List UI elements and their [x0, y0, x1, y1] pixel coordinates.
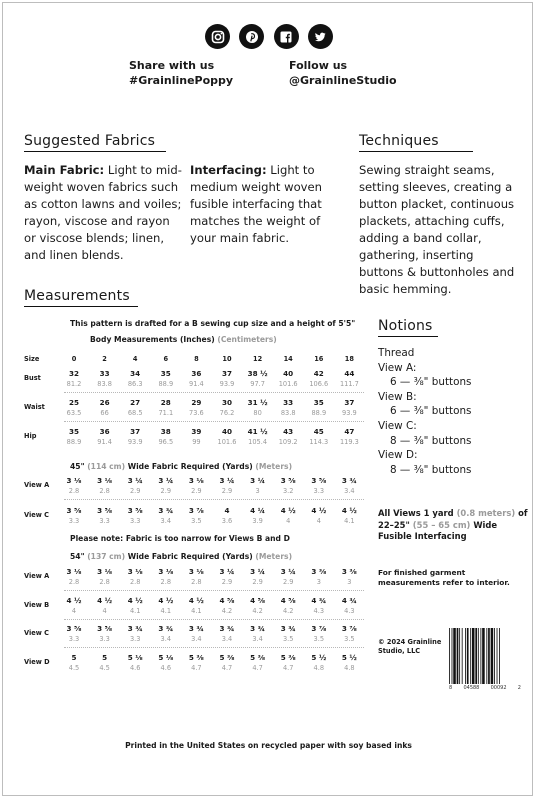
cell-value: 3 ⅝ [66, 624, 82, 633]
cell-metric: 3.2 [282, 487, 294, 495]
cell-metric: 3.3 [68, 635, 80, 643]
cell-metric: 3.6 [221, 517, 233, 525]
cell-metric: 2.8 [99, 487, 110, 495]
barcode-bar [472, 628, 475, 684]
yard45-label: Wide Fabric Required (Yards) [127, 462, 253, 471]
cell-value: 32 [68, 369, 79, 378]
cell-value: 5 [102, 652, 108, 662]
cell-value: 4 ½ [66, 595, 82, 605]
cell-metric: 2.9 [129, 487, 141, 495]
cell-metric: 3.3 [313, 487, 325, 495]
row-label: Bust [24, 374, 41, 382]
row-divider [64, 619, 364, 620]
cell-metric: 3.5 [344, 635, 355, 643]
share-block [129, 58, 233, 88]
cell-metric: 3.4 [191, 635, 202, 643]
techniques-title: Techniques [359, 133, 473, 152]
techniques-text: Sewing straight seams, setting sleeves, creating a button placket, continuous plackets, attaching cuffs, adding a band collar, gathering, inserting buttons & buttonholes and basic hemming. [359, 163, 515, 296]
suggested-fabrics-title: Suggested Fabrics [24, 133, 166, 152]
cell-metric: 68.5 [127, 409, 143, 417]
interfacing-width-cm: (55 – 65 cm) [412, 519, 471, 530]
cell-value: 44 [344, 369, 355, 378]
barcode-bar [457, 628, 459, 684]
cell-value: 4 [224, 506, 230, 515]
cell-metric: 2.8 [160, 578, 172, 586]
measurements-intro: This pattern is drafted for a B sewing cup size and a height of 5'5" [70, 319, 356, 328]
cell-metric: 2.9 [221, 578, 233, 586]
size-14: 14 [283, 355, 293, 363]
cell-metric: 4.2 [282, 606, 294, 615]
cell-value: 3 ¼ [219, 476, 235, 485]
cell-metric: 114.3 [309, 438, 329, 446]
interfacing-requirement [378, 508, 528, 543]
cell-value: 3 ⅛ [66, 567, 82, 576]
follow-heading: Follow us [289, 59, 348, 72]
row-divider [64, 647, 364, 648]
row-label: Waist [24, 403, 45, 411]
yard45-width-cm: (114 cm) [87, 462, 126, 471]
notion-item: View C: [378, 419, 417, 432]
cell-metric: 93.9 [219, 380, 235, 388]
barcode-bar [470, 628, 471, 684]
cell-value: 3 ⅞ [188, 506, 204, 515]
cell-metric: 109.2 [278, 438, 298, 446]
cell-value: 39 [191, 427, 202, 436]
notion-item: Thread [378, 347, 415, 359]
interfacing-desc: Light to medium weight woven fusible interfacing that matches the weight of your main fabric. [190, 163, 323, 245]
cell-metric: 3.4 [252, 635, 263, 643]
cell-metric: 80 [253, 409, 262, 417]
cell-value: 5 ⅜ [188, 652, 204, 662]
yard45-label-m: (Meters) [255, 462, 293, 471]
instagram-icon[interactable] [205, 24, 230, 49]
cell-metric: 2.8 [68, 578, 80, 586]
cell-value: 35 [313, 398, 324, 407]
cell-value: 5 ½ [341, 652, 357, 662]
row-divider [64, 590, 364, 591]
barcode-bar [497, 628, 498, 684]
barcode-bar [467, 628, 469, 684]
cell-metric: 4.5 [99, 663, 110, 672]
body-title-cm: (Centimeters) [217, 335, 277, 344]
cell-metric: 4 [316, 517, 321, 525]
body-title-inches: Body Measurements (Inches) [90, 335, 215, 344]
cell-value: 5 [71, 652, 77, 662]
row-divider [64, 499, 364, 500]
cell-value: 5 ½ [311, 652, 327, 662]
notion-item: View D: [378, 449, 418, 462]
facebook-icon[interactable] [274, 24, 299, 49]
cell-value: 41 ½ [247, 427, 268, 436]
barcode-bar [491, 628, 494, 684]
size-4: 4 [132, 355, 138, 363]
interfacing-type: Wide Fusible Interfacing [378, 519, 498, 542]
cell-value: 37 [221, 369, 232, 378]
cell-metric: 99 [192, 438, 201, 446]
notion-item: 8 — ⅜" buttons [390, 463, 472, 476]
cell-value: 3 ¼ [280, 567, 296, 576]
cell-metric: 4.3 [344, 606, 355, 615]
cell-metric: 4.1 [160, 606, 172, 615]
cell-metric: 2.8 [191, 578, 202, 586]
cell-metric: 4.6 [160, 663, 172, 672]
cell-value: 25 [68, 398, 79, 407]
yard54-label: Wide Fabric Required (Yards) [127, 552, 253, 561]
cell-metric: 4.5 [68, 663, 80, 672]
cell-value: 28 [160, 398, 171, 407]
cell-value: 45 [313, 427, 324, 436]
size-6: 6 [163, 355, 169, 363]
cell-metric: 3.5 [282, 635, 294, 643]
barcode-bar [475, 628, 477, 684]
cell-metric: 101.6 [278, 380, 298, 388]
size-18: 18 [344, 355, 354, 363]
cell-value: 4 ½ [188, 595, 204, 605]
barcode-bar [449, 628, 450, 684]
cell-value: 3 ⅛ [127, 567, 143, 576]
barcode-bar [499, 628, 500, 684]
cell-value: 3 ¼ [250, 476, 266, 485]
cell-value: 3 ¾ [250, 624, 266, 633]
row-divider [64, 392, 364, 393]
row-label: View A [24, 572, 50, 580]
yard54-width-cm: (137 cm) [87, 552, 126, 561]
twitter-icon[interactable] [308, 24, 333, 49]
cell-value: 3 ¼ [158, 476, 174, 485]
cell-metric: 4.2 [252, 606, 263, 615]
cell-value: 27 [130, 398, 141, 407]
interfacing-yard: All Views 1 yard [378, 508, 454, 518]
row-label: View C [24, 511, 49, 519]
size-8: 8 [194, 355, 199, 363]
cell-metric: 4 [102, 606, 107, 615]
cell-metric: 2.8 [68, 487, 80, 495]
cell-metric: 106.6 [309, 380, 329, 388]
cell-metric: 3.3 [129, 635, 141, 643]
cell-value: 3 ⅛ [188, 567, 204, 576]
cell-metric: 4.7 [252, 663, 263, 672]
cell-value: 26 [99, 398, 110, 407]
cell-metric: 4.1 [344, 517, 355, 525]
cell-metric: 4.1 [191, 606, 202, 615]
barcode-bar [465, 628, 466, 684]
cell-value: 40 [221, 427, 232, 436]
cell-value: 43 [283, 427, 294, 436]
cell-value: 3 ¼ [250, 567, 266, 576]
body-measurements-title [90, 335, 277, 344]
cell-value: 3 ⅛ [97, 476, 113, 485]
notion-item: 6 — ⅜" buttons [390, 376, 472, 389]
cell-metric: 4.7 [191, 663, 202, 672]
cell-value: 4 ½ [311, 506, 327, 515]
cell-metric: 4.8 [313, 663, 325, 672]
cell-metric: 88.9 [158, 380, 174, 388]
footer-note: Printed in the United States on recycled paper with soy based inks [125, 741, 412, 750]
cell-value: 29 [191, 398, 202, 407]
cell-metric: 2.9 [282, 578, 294, 586]
cell-value: 3 ⅞ [311, 624, 327, 633]
cell-value: 40 [283, 369, 294, 378]
barcode-bar [459, 628, 460, 684]
cell-value: 3 ⅛ [66, 476, 82, 485]
cell-metric: 3 [255, 487, 260, 495]
row-label: View C [24, 629, 49, 637]
cell-value: 3 ¾ [280, 624, 296, 633]
cell-value: 47 [344, 427, 355, 436]
cell-value: 3 ⅞ [341, 624, 357, 633]
cell-value: 4 ½ [341, 506, 357, 515]
cell-metric: 3.9 [252, 517, 263, 525]
cell-value: 3 ¼ [127, 476, 143, 485]
cell-value: 38 ½ [247, 369, 268, 378]
notion-item: View A: [378, 361, 417, 374]
size-12: 12 [253, 355, 263, 363]
cell-value: 3 ⅝ [97, 506, 113, 515]
follow-handle: @GrainlineStudio [289, 74, 397, 87]
barcode-digit-0: 8 [449, 685, 453, 691]
cell-metric: 2.9 [191, 487, 202, 495]
cell-value: 3 ¾ [341, 476, 357, 485]
cell-metric: 2.8 [129, 578, 141, 586]
barcode-digit-2: 00092 [490, 685, 507, 691]
cell-value: 4 ¾ [311, 595, 327, 605]
notion-item: 6 — ⅜" buttons [390, 405, 472, 418]
cell-metric: 83.8 [97, 380, 112, 388]
cell-metric: 3 [316, 578, 321, 586]
cell-metric: 3.4 [344, 487, 355, 495]
cell-metric: 2.9 [221, 487, 233, 495]
cell-value: 35 [160, 369, 171, 378]
cell-value: 3 ¾ [158, 506, 174, 515]
cell-metric: 2.9 [252, 578, 263, 586]
cell-value: 5 ⅜ [219, 652, 235, 662]
cell-value: 3 ⅝ [97, 624, 113, 633]
cell-metric: 81.2 [66, 380, 82, 388]
cell-metric: 101.6 [217, 438, 237, 446]
cell-value: 3 ⅝ [280, 476, 296, 485]
yard45-title [70, 462, 292, 471]
cell-value: 3 ⅝ [311, 476, 327, 485]
cell-metric: 3.4 [221, 635, 233, 643]
main-fabric-desc: Light to mid-weight woven fabrics such as cotton lawns and voiles; rayon, viscose and rayon or viscose blends; linen, and linen blends. [24, 163, 182, 262]
cell-value: 5 ⅛ [158, 652, 174, 662]
cell-metric: 2.9 [160, 487, 172, 495]
cell-metric: 4.1 [129, 606, 141, 615]
share-tag: #GrainlinePoppy [129, 74, 234, 87]
notion-item: 8 — ⅜" buttons [390, 434, 472, 447]
share-heading: Share with us [129, 59, 215, 72]
follow-block [289, 58, 397, 88]
size-16: 16 [314, 355, 324, 363]
cell-metric: 4 [286, 517, 291, 525]
barcode-bar [482, 628, 485, 684]
barcode-bar [488, 628, 490, 684]
interfacing-meters: (0.8 meters) [456, 508, 516, 518]
cell-metric: 71.1 [158, 409, 174, 417]
cell-value: 33 [283, 398, 294, 407]
cell-metric: 3.5 [313, 635, 325, 643]
barcode-bar [462, 628, 463, 684]
cell-value: 36 [191, 369, 202, 378]
row-label: View B [24, 600, 50, 609]
cell-metric: 4.2 [221, 606, 233, 615]
barcode-bar [480, 628, 481, 684]
barcode-bar [486, 628, 487, 684]
cell-value: 4 ¼ [250, 506, 266, 515]
size-label: Size [24, 355, 40, 363]
cell-value: 5 ⅜ [280, 652, 296, 662]
cell-metric: 4.3 [313, 606, 325, 615]
cell-metric: 88.9 [66, 438, 82, 446]
cell-value: 3 ⅜ [341, 567, 357, 576]
copyright: © 2024 Grainline Studio, LLC [378, 638, 442, 655]
cell-metric: 73.6 [189, 409, 204, 417]
cell-value: 42 [313, 369, 324, 378]
barcode-bar [478, 628, 479, 684]
cell-metric: 3.3 [68, 517, 80, 525]
cell-value: 4 ½ [127, 595, 143, 605]
cell-metric: 3.3 [99, 517, 110, 525]
cell-metric: 4 [71, 606, 77, 615]
cell-value: 4 ⅝ [219, 595, 235, 605]
barcode-digits [449, 685, 521, 691]
cell-value: 3 ¾ [188, 624, 204, 633]
narrow-fabric-note: Please note: Fabric is too narrow for Views B and D [70, 534, 290, 543]
cell-value: 3 ⅝ [66, 506, 82, 515]
cell-value: 37 [344, 398, 355, 407]
size-10: 10 [222, 355, 232, 363]
cell-value: 5 ⅜ [250, 652, 266, 662]
barcode-bar [453, 628, 456, 684]
social-icons [205, 24, 333, 50]
cell-value: 4 ½ [280, 506, 296, 515]
size-0: 0 [71, 355, 77, 363]
cell-metric: 83.8 [280, 409, 296, 417]
cell-metric: 97.7 [250, 380, 265, 388]
cell-value: 4 ⅝ [250, 595, 266, 605]
cell-metric: 119.3 [339, 438, 359, 446]
main-fabric-label: Main Fabric: [24, 163, 105, 177]
cell-value: 3 ⅜ [311, 567, 327, 576]
cell-value: 38 [160, 427, 171, 436]
cell-metric: 105.4 [248, 438, 268, 446]
pinterest-icon[interactable] [239, 24, 264, 49]
row-divider [64, 421, 364, 422]
cell-metric: 76.2 [219, 409, 235, 417]
cell-metric: 3.4 [160, 517, 172, 525]
cell-value: 33 [99, 369, 110, 378]
cell-metric: 3.4 [160, 635, 172, 643]
cell-metric: 91.4 [189, 380, 204, 388]
cell-metric: 4.8 [344, 663, 355, 672]
cell-value: 30 [221, 398, 232, 407]
cell-metric: 63.5 [66, 409, 82, 417]
yard54-width: 54" [70, 552, 85, 561]
interfacing-text [190, 162, 340, 247]
row-label: View A [24, 481, 50, 489]
cell-value: 4 ¾ [341, 595, 357, 605]
cell-metric: 4.7 [221, 663, 233, 672]
barcode [449, 628, 519, 686]
cell-value: 4 ⅝ [280, 595, 296, 605]
barcode-bar [494, 628, 495, 684]
cell-metric: 3.5 [191, 517, 202, 525]
row-label: View D [24, 657, 50, 666]
barcode-digit-3: 2 [517, 685, 521, 691]
cell-metric: 3 [347, 578, 352, 586]
barcode-bar [452, 628, 453, 684]
finished-measurements-note: For finished garment measurements refer to interior. [378, 568, 510, 587]
cell-metric: 93.9 [127, 438, 143, 446]
cell-metric: 2.8 [99, 578, 110, 586]
cell-value: 3 ⅝ [127, 506, 143, 515]
cell-metric: 3.3 [99, 635, 110, 643]
notions-title: Notions [378, 318, 438, 337]
cell-metric: 93.9 [342, 409, 357, 417]
cell-metric: 4.7 [282, 663, 294, 672]
cell-value: 4 ½ [158, 595, 174, 605]
cell-value: 36 [99, 427, 110, 436]
yard54-title [70, 552, 292, 561]
cell-value: 3 ¾ [127, 624, 143, 633]
cell-metric: 4.6 [129, 663, 141, 672]
cell-value: 31 ½ [247, 398, 268, 407]
cell-value: 3 ¼ [219, 567, 235, 576]
main-fabric-text [24, 162, 184, 264]
cell-value: 37 [130, 427, 141, 436]
cell-metric: 66 [100, 409, 109, 417]
cell-metric: 111.7 [339, 380, 359, 388]
cell-value: 35 [68, 427, 79, 436]
size-2: 2 [102, 355, 107, 363]
cell-value: 3 ⅛ [97, 567, 113, 576]
row-label: Hip [24, 432, 37, 440]
cell-value: 3 ⅛ [158, 567, 174, 576]
interfacing-width: of 22–25" [378, 508, 528, 530]
cell-value: 5 ⅛ [127, 652, 143, 662]
interfacing-label: Interfacing: [190, 163, 267, 177]
notions-list [378, 346, 471, 477]
cell-metric: 96.5 [158, 438, 174, 446]
cell-value: 3 ⅛ [188, 476, 204, 485]
cell-metric: 88.9 [311, 409, 327, 417]
yard54-label-m: (Meters) [255, 552, 293, 561]
cell-value: 4 ½ [97, 595, 113, 605]
cell-value: 3 ¾ [219, 624, 235, 633]
barcode-digit-1: 04588 [463, 685, 480, 691]
cell-metric: 3.3 [129, 517, 141, 525]
cell-value: 3 ¾ [158, 624, 174, 633]
measurements-title: Measurements [24, 288, 138, 307]
cell-metric: 86.3 [127, 380, 143, 388]
cell-value: 34 [130, 369, 141, 378]
cell-metric: 91.4 [97, 438, 112, 446]
yard45-width: 45" [70, 462, 85, 471]
notion-item: View B: [378, 390, 417, 403]
